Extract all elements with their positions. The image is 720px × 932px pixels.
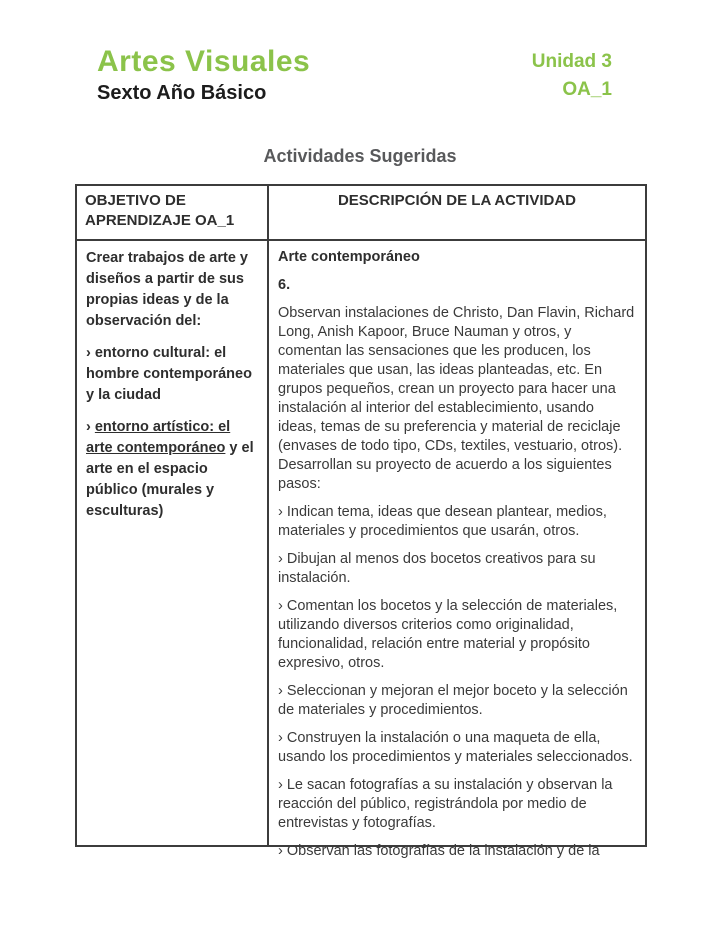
header-left-block [97, 46, 310, 105]
page-subtitle: Sexto Año Básico [97, 82, 267, 104]
bullet-rest-text: y el arte en el espacio público (murales y esculturas) [86, 440, 254, 519]
activity-number: 6. [278, 277, 291, 293]
column-header-description: DESCRIPCIÓN DE LA ACTIVIDAD [268, 185, 646, 240]
objective-intro: Crear trabajos de arte y diseños a partir de sus propias ideas y de la observación del: [86, 250, 248, 329]
activity-step-draw-sketches: › Dibujan al menos dos bocetos creativos para su instalación. [278, 551, 596, 586]
objective-cell [76, 240, 268, 846]
activity-step-observe-photos-truncated: › Observan las fotografías de la instalación y de la [278, 843, 600, 859]
activity-heading: Arte contemporáneo [278, 249, 420, 265]
unit-label: Unidad 3 [531, 51, 612, 72]
objective-content [77, 241, 267, 845]
section-title: Actividades Sugeridas [263, 146, 457, 166]
column-header-objective: OBJETIVO DE APRENDIZAJE OA_1 [76, 185, 268, 240]
activity-step-comment-sketches: › Comentan los bocetos y la selección de materiales, utilizando diversos criterios como originalidad, funcionalidad, relación entre material y propósito expresivo, otros. [278, 598, 618, 671]
activities-table [75, 184, 647, 859]
underlined-text: entorno artístico: el arte contemporáneo [86, 419, 231, 456]
activity-content [269, 241, 645, 859]
oa-label: OA_1 [562, 79, 612, 100]
bullet-marker: › [86, 419, 95, 435]
page-title: Artes Visuales [97, 45, 311, 78]
table-body-row [76, 240, 646, 846]
activity-step-indicate-theme: › Indican tema, ideas que desean plantear, medios, materiales y procedimientos que usarán, otros. [278, 504, 607, 539]
header-right-block [532, 46, 612, 102]
activity-cell [268, 240, 646, 859]
activity-paragraph-overview: Observan instalaciones de Christo, Dan Flavin, Richard Long, Anish Kapoor, Bruce Nauman y otros, y comentan las sensaciones que les producen, los materiales que usan, las ideas planteadas, etc. En grupos pequeños, crean un proyecto para hacer una instalación al interior del establecimiento, usando ideas, temas de su preferencia y material de reciclaje (envases de todo tipo, CDs, textiles, vestuario, otros). Desarrollan su proyecto de acuerdo a los siguientes pasos: [278, 305, 635, 492]
objective-bullet-artistic [86, 417, 258, 522]
document-header [97, 46, 612, 105]
activity-step-select-improve: › Seleccionan y mejoran el mejor boceto y la selección de materiales y procedimientos. [278, 683, 628, 718]
activity-step-build-installation: › Construyen la instalación o una maqueta de ella, usando los procedimientos y materiales seleccionados. [278, 730, 633, 765]
objective-bullet-cultural: › entorno cultural: el hombre contemporáneo y la ciudad [86, 345, 252, 403]
activity-step-photograph: › Le sacan fotografías a su instalación y observan la reacción del público, registrándola por medio de entrevistas y fotografías. [278, 777, 613, 831]
table-header-row [76, 185, 646, 240]
